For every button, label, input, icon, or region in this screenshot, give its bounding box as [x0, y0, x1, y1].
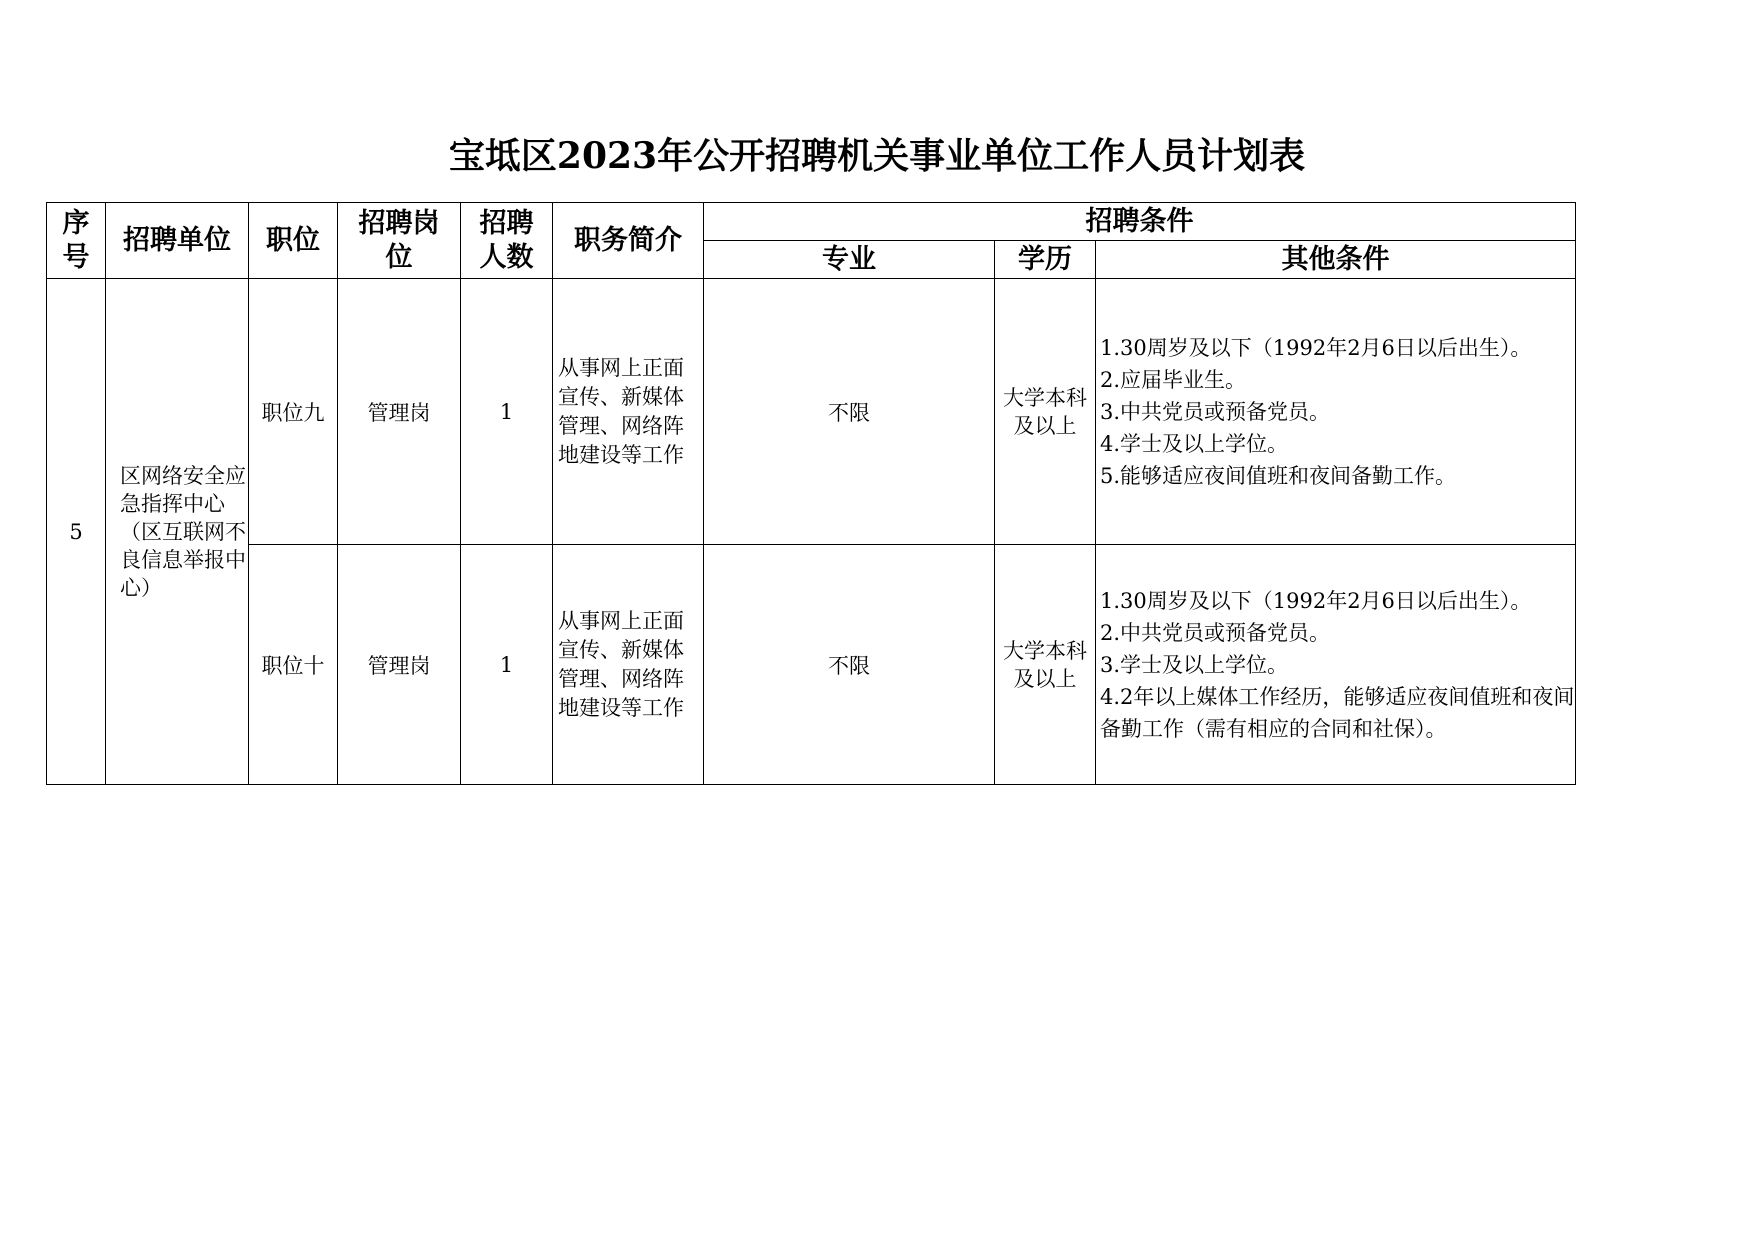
cell-major: 不限 — [704, 279, 995, 545]
table-row — [47, 545, 1576, 785]
cell-seq: 5 — [47, 279, 106, 785]
cell-other-conditions — [1096, 279, 1576, 545]
cell-post: 管理岗 — [338, 279, 461, 545]
page-title: 宝坻区2023年公开招聘机关事业单位工作人员计划表 — [448, 135, 1306, 177]
cell-education: 大学本科及以上 — [995, 545, 1096, 785]
header-unit: 招聘单位 — [106, 203, 249, 279]
cell-duty: 从事网上正面宣传、新媒体管理、网络阵地建设等工作 — [553, 279, 704, 545]
table-row — [47, 279, 1576, 545]
condition-line: 4.学士及以上学位。 — [1100, 431, 1289, 456]
header-count: 招聘人数 — [461, 203, 553, 279]
header-duty: 职务简介 — [553, 203, 704, 279]
header-seq: 序号 — [47, 203, 106, 279]
cell-count: 1 — [461, 545, 553, 785]
cell-education: 大学本科及以上 — [995, 279, 1096, 545]
cell-position: 职位九 — [249, 279, 338, 545]
condition-line: 5.能够适应夜间值班和夜间备勤工作。 — [1100, 463, 1457, 488]
condition-line: 2.中共党员或预备党员。 — [1100, 620, 1331, 645]
cell-unit: 区网络安全应急指挥中心（区互联网不良信息举报中心） — [106, 279, 249, 785]
cell-major: 不限 — [704, 545, 995, 785]
header-conditions: 招聘条件 — [704, 203, 1576, 241]
header-education: 学历 — [995, 241, 1096, 279]
cell-position: 职位十 — [249, 545, 338, 785]
condition-line: 1.30周岁及以下（1992年2月6日以后出生）。 — [1100, 588, 1532, 613]
condition-line: 2.应届毕业生。 — [1100, 367, 1247, 392]
header-major: 专业 — [704, 241, 995, 279]
recruitment-plan-table — [46, 202, 1576, 785]
condition-line: 1.30周岁及以下（1992年2月6日以后出生）。 — [1100, 335, 1532, 360]
cell-count: 1 — [461, 279, 553, 545]
cell-duty: 从事网上正面宣传、新媒体管理、网络阵地建设等工作 — [553, 545, 704, 785]
header-post: 招聘岗位 — [338, 203, 461, 279]
header-other: 其他条件 — [1096, 241, 1576, 279]
cell-other-conditions — [1096, 545, 1576, 785]
header-row — [47, 203, 1576, 241]
condition-line: 3.中共党员或预备党员。 — [1100, 399, 1331, 424]
cell-post: 管理岗 — [338, 545, 461, 785]
header-position: 职位 — [249, 203, 338, 279]
condition-line: 3.学士及以上学位。 — [1100, 652, 1289, 677]
condition-line: 4.2年以上媒体工作经历，能够适应夜间值班和夜间备勤工作（需有相应的合同和社保）。 — [1100, 684, 1575, 741]
